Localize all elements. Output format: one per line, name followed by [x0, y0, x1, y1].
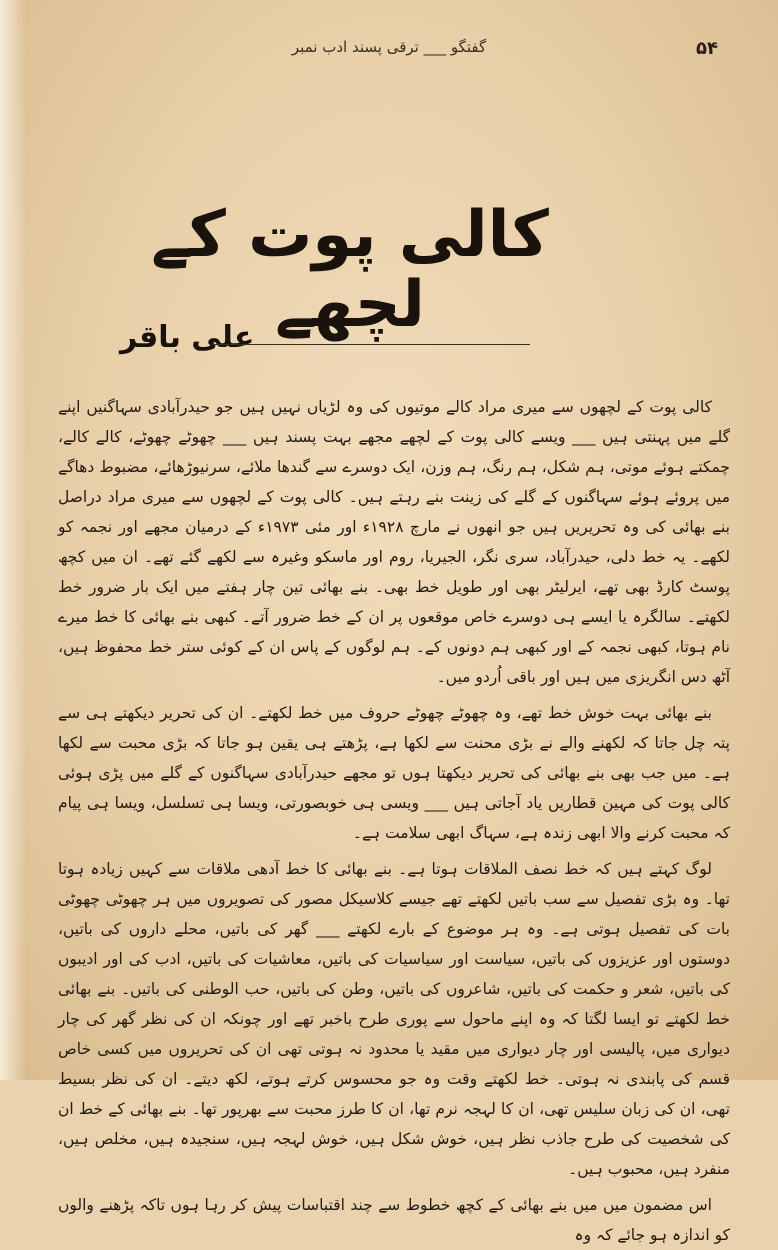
- page-edge-shadow: [0, 0, 26, 1080]
- page-header: [60, 34, 718, 64]
- paragraph: لوگ کہتے ہیں کہ خط نصف الملاقات ہوتا ہے۔ بنے بھائی کا خط آدھی ملاقات سے کہیں زیادہ ہوتا تھا۔ وہ بڑی تفصیل سے سب باتیں لکھتے تھے جیسے کلاسیکل مصور کی تصویروں میں ہر چھوٹی چھوٹی بات کی تفصیل ہوتی ہے۔ وہ ہر موضوع کے بارے لکھتے ___ گھر کی باتیں، محلے داروں کی باتیں، دوستوں اور عزیزوں کی باتیں، سیاست اور سیاسیات کی باتیں، معاشیات کی باتیں، ادب کی اور ادیبوں کی باتیں، شعر و حکمت کی باتیں، شاعروں کی باتیں، وطن کی باتیں، حب الوطنی کی باتیں۔ بنے بھائی خط لکھتے تو ایسا لگتا کہ وہ اپنے ماحول سے پوری طرح باخبر تھے اور چونکہ ان کی نظر گھر کی چار دیواری میں، پالیسی اور چار دیواری میں مقید یا محدود نہ ہوتی تھی ان کی تحریروں میں کسی خاص قسم کی پابندی نہ ہوتی۔ خط لکھتے وقت وہ جو محسوس کرتے ہوتے، لکھ دیتے۔ ان کی نظر بسیط تھی، ان کی زبان سلیس تھی، ان کا لہجہ نرم تھا، ان کا طرز محبت سے بھرپور تھا۔ بنے بھائی کے خط ان کی شخصیت کی طرح جاذب نظر ہیں، خوش شکل ہیں، خوش لہجہ ہیں، سنجیدہ ہیں، مخلص ہیں، منفرد ہیں، محبوب ہیں۔: [58, 860, 730, 1178]
- page-number: ۵۴: [696, 38, 718, 59]
- article-body: [58, 392, 730, 1250]
- paragraph: کالی پوت کے لچھوں سے میری مراد کالے موتیوں کی وہ لڑیاں نہیں ہیں جو حیدرآبادی سہاگنیں اپنے گلے میں پہنتی ہیں ___ ویسے کالی پوت کے لچھے مجھے بہت پسند ہیں ___ چھوٹے چھوٹے، کالے کالے، چمکتے ہوئے موتی، ہم شکل، ہم رنگ، ہم وزن، ایک دوسرے سے گندھا ملائے، سرنیوڑھائے، مضبوط دھاگے میں پروئے ہوئے سہاگنوں کے گلے کی زینت بنے رہتے ہیں۔ کالی پوت کے لچھوں سے میری مراد دراصل بنے بھائی کی وہ تحریریں ہیں جو انھوں نے مارچ ۱۹۲۸ء اور مئی ۱۹۷۳ء کے درمیان مجھے اور نجمہ کو لکھے۔ یہ خط دلی، حیدرآباد، سری نگر، الجیریا، روم اور ماسکو وغیرہ سے لکھے گئے تھے۔ ان میں کچھ پوسٹ کارڈ بھی تھے، ایرلیٹر بھی اور طویل خط بھی۔ بنے بھائی تین چار ہفتے میں ایک بار ضرور خط لکھتے۔ سالگرہ یا ایسے ہی دوسرے خاص موقعوں پر ان کے خط ضرور آتے۔ کبھی بنے بھائی کا خط میرے نام ہوتا، کبھی نجمہ کے اور کبھی ہم دونوں کے۔ ہم لوگوں کے پاس ان کے کوئی ستر خط محفوظ ہیں، آٹھ دس انگریزی میں ہیں اور باقی اُردو میں۔: [58, 398, 730, 686]
- paragraph: بنے بھائی بہت خوش خط تھے، وہ چھوٹے چھوٹے حروف میں خط لکھتے۔ ان کی تحریر دیکھتے ہی سے پتہ چل جاتا کہ لکھنے والے نے بڑی محنت سے لکھا ہے، پڑھتے ہی یقین ہو جاتا کہ بڑی محبت سے لکھا ہے۔ میں جب بھی بنے بھائی کی تحریر دیکھتا ہوں تو مجھے حیدرآبادی سہاگنوں کے گلے میں پڑی ہوئی کالی پوت کی مہین قطاریں یاد آجاتی ہیں ___ ویسی ہی خوبصورتی، ویسا ہی تسلسل، ویسا ہی پیام کہ محبت کرنے والا ابھی زندہ ہے، سہاگ ابھی سلامت ہے۔: [58, 704, 730, 842]
- author-name: علی باقر: [120, 320, 255, 355]
- paragraph: اس مضمون میں میں بنے بھائی کے کچھ خطوط سے چند اقتباسات پیش کر رہا ہوں تاکہ پڑھنے والوں کو اندازہ ہو جائے کہ وہ: [58, 1196, 730, 1244]
- article-title: کالی پوت کے لچھے: [151, 198, 549, 343]
- running-head: گفتگو ___ ترقی پسند ادب نمبر: [291, 38, 487, 56]
- byline: [120, 320, 540, 370]
- byline-rule: [212, 344, 530, 345]
